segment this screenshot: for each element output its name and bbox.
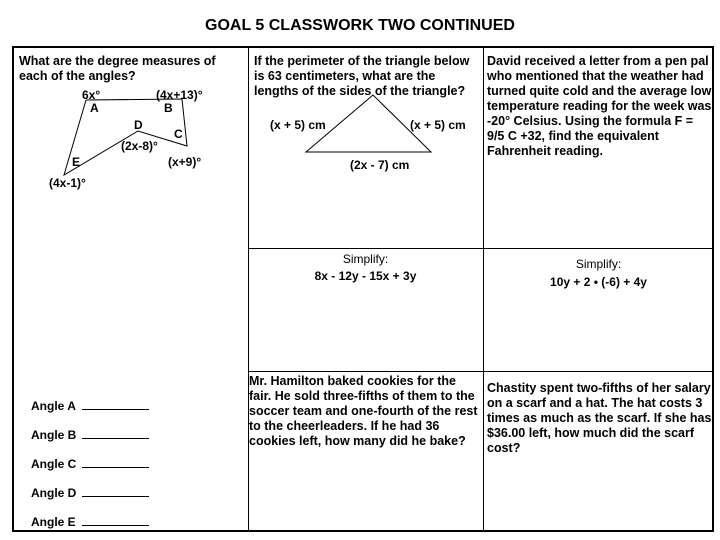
- answer-angle-b[interactable]: [31, 428, 149, 442]
- question-fahrenheit: David received a letter from a pen pal who mentioned that the weather had turned quite cold and the average low temperature reading for the week was -20° Celsius. Using the formula F = 9/5 C +32, find the equivalent Fahrenheit reading.: [487, 54, 712, 158]
- vertex-c: C: [174, 127, 183, 141]
- angle-e-expr: (4x-1)°: [49, 176, 86, 190]
- angle-d-expr: (2x-8)°: [121, 139, 158, 153]
- question-triangle: If the perimeter of the triangle below is 63 centimeters, what are the lengths of the sides of the triangle?: [254, 54, 470, 98]
- vertex-e: E: [72, 155, 81, 169]
- answer-angle-e[interactable]: [31, 515, 149, 529]
- vertex-b: B: [164, 101, 173, 115]
- page-title: GOAL 5 CLASSWORK TWO CONTINUED: [205, 17, 515, 34]
- vertex-d: D: [134, 118, 143, 132]
- triangle-left-side: (x + 5) cm: [270, 118, 326, 132]
- simplify-label: Simplify:: [575, 257, 622, 271]
- triangle-base: (2x - 7) cm: [350, 158, 410, 172]
- answer-label: Angle B: [31, 428, 77, 442]
- angle-b-expr: (4x+13)°: [156, 88, 203, 102]
- triangle-right-side: (x + 5) cm: [410, 118, 466, 132]
- answer-label: Angle A: [31, 399, 76, 413]
- question-angles: What are the degree measures of each of the angles?: [19, 54, 216, 83]
- simplify-expression: 8x - 12y - 15x + 3y: [314, 269, 417, 283]
- simplify-expression: 10y + 2 • (-6) + 4y: [550, 275, 647, 289]
- answer-blank[interactable]: [82, 467, 149, 468]
- angle-a-expr: 6x°: [82, 88, 101, 102]
- answer-angle-a[interactable]: [31, 399, 149, 413]
- answer-blank[interactable]: [82, 525, 149, 526]
- answer-angle-d[interactable]: [31, 486, 149, 500]
- angle-c-expr: (x+9)°: [168, 155, 202, 169]
- simplify-label: Simplify:: [342, 252, 389, 266]
- answer-blank[interactable]: [82, 409, 149, 410]
- vertex-a: A: [90, 101, 99, 115]
- question-scarf: Chastity spent two-fifths of her salary on a scarf and a hat. The hat costs 3 times as much as the scarf. If she has $36.00 left, how much did the scarf cost?: [487, 381, 712, 455]
- answer-label: Angle D: [31, 486, 77, 500]
- answer-blank[interactable]: [82, 438, 149, 439]
- answer-angle-c[interactable]: [31, 457, 149, 471]
- answer-label: Angle C: [31, 457, 77, 471]
- question-cookies: Mr. Hamilton baked cookies for the fair. He sold three-fifths of them to the soccer team and one-fourth of the rest to the cheerleaders. If he had 36 cookies left, how many did he bake?: [249, 374, 478, 448]
- answer-blank[interactable]: [82, 496, 149, 497]
- answer-label: Angle E: [31, 515, 76, 529]
